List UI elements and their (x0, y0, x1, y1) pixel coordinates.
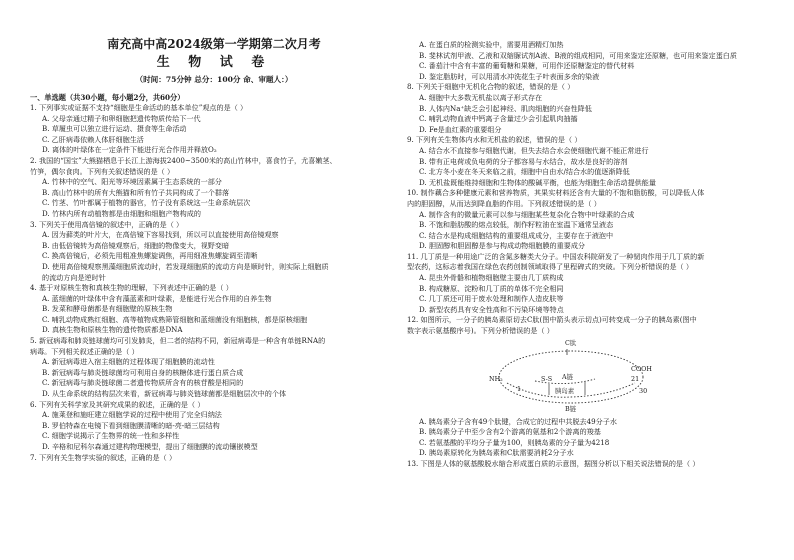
insulin-diagram (467, 339, 667, 415)
c-peptide-label: C肽 (565, 338, 577, 347)
answer-option: D. 辛格和尼科尔森通过建构物理模型，提出了细胞膜的流动镶嵌模型 (42, 442, 258, 451)
answer-option: D. 竹林内所有动植物都是由细胞和细胞产物构成的 (42, 208, 201, 218)
answer-option: C. 哺乳动物成熟红细胞、高等植物成熟筛管细胞和蓝细菌没有细胞核，都是原核细胞 (42, 314, 308, 324)
answer-option: B. 构成糖原、淀粉和几丁质的单体不完全相同 (419, 283, 564, 293)
question-stem: 内的胆固醇，从而达到降血脂的作用。下列叙述错误的是（ ） (407, 198, 601, 208)
question-stem: 10. 制作藕合多种健康元素和营养物质，其果实材料还含有大量的不饱和脂肪酸，可以降低人体 (407, 188, 705, 198)
answer-option: B. 不饱和脂肪酸的熔点较低，制作籽粒油在室温下通常呈液态 (419, 220, 614, 230)
question-stem: 数字表示氨基酸序号)。下列分析错误的是（ ） (407, 326, 554, 336)
num-30-label: 30 (639, 386, 648, 395)
question-stem: 病毒。下列相关叙述正确的是（ ） (30, 346, 139, 356)
answer-option: A. 胰岛素分子含有49个肽键，合成它的过程中共脱去49分子水 (419, 416, 617, 426)
answer-option: A. 在蛋白质的检测实验中，需要用酒精灯加热 (419, 40, 564, 49)
question-stem: 3. 下列关于使用高倍镜的叙述中，正确的是（ ） (30, 219, 184, 229)
question-3 (30, 220, 398, 284)
question-3 (407, 135, 777, 188)
question-stem: 1. 下列事实或证据不支持“细胞是生命活动的基本单位”观点的是（ ） (30, 103, 248, 112)
answer-option: B. 高山竹林中的所有大熊猫和所有竹子共同构成了一个群落 (42, 187, 230, 197)
answer-option: A. 施莱登和施旺建立细胞学说的过程中使用了完全归纳法 (42, 410, 222, 420)
question-4 (407, 188, 777, 252)
exam-meta: （时间：75分钟 总分：100分 命、审题人：） (135, 75, 293, 84)
answer-option: C. 细胞学说揭示了生物界的统一性和多样性 (42, 431, 180, 441)
answer-option: A. 竹林中的空气、阳光等环境因素属于生态系统的一部分 (42, 177, 222, 187)
question-stem: 12. 如图所示，一分子的胰岛素原切去C肽(图中箭头表示切点)可转变成一分子的胰岛素(图中 (407, 315, 697, 325)
question-6 (407, 315, 777, 459)
answer-option: D. 从生命系统的结构层次来看，新冠病毒与肺炎链球菌都是细胞层次中的个体 (42, 389, 287, 399)
ss-label: S-S (541, 374, 553, 383)
answer-option: B. 人体内Na⁺缺乏会引起神经、肌肉细胞的兴奋性降低 (419, 103, 592, 113)
answer-option: D. 鉴定脂肪时，可以用清水冲洗花生子叶表面多余的染液 (419, 71, 600, 81)
answer-option: D. 真核生物和原核生物的遗传物质都是DNA (42, 325, 183, 335)
answer-option: 的流动方向是逆时针 (42, 272, 106, 282)
answer-option: A. 因为藓类的叶片大，在高倍镜下容易找到，所以可以直接使用高倍镜观察 (42, 230, 279, 240)
question-stem: 竹笋，偶尔食肉。下列有关叙述错误的是（ ） (30, 166, 175, 176)
question-stem: 2. 我国的“国宝”大熊猫栖息于长江上游海拔2400~3500米的高山竹林中，喜食竹子，尤喜嫩茎、 (30, 155, 337, 165)
answer-option: C. 乙肝病毒依赖人体肝细胞生活 (42, 134, 144, 144)
answer-option: D. 离体的叶绿体在一定条件下能进行光合作用并释放O₂ (42, 145, 217, 155)
answer-option: C. 哺乳动物血液中钙离子含量过少会引起肌肉抽搐 (419, 114, 578, 124)
question-stem: 6. 下列有关科学家及其研究成果的叙述，正确的是（ ） (30, 399, 205, 409)
answer-option: D. 无机盐既能维持细胞和生物体的酸碱平衡，也能为细胞生命活动提供能量 (419, 177, 656, 187)
question-stem: 型农药，这标志着我国在绿色农药创制领域取得了里程碑式的突破。下列分析错误的是（ ） (407, 262, 694, 272)
question-2 (30, 156, 398, 220)
question-stem: 4. 基于对原核生物和真核生物的理解，下列表述中正确的是（ ） (30, 283, 233, 293)
num-1-label: 1 (517, 384, 522, 393)
right-column (407, 40, 777, 470)
answer-option: A. 昆虫外骨骼和植物细胞壁主要由几丁质构成 (419, 273, 564, 283)
left-question-list (30, 103, 398, 463)
answer-option: A. 蓝细菌的叶绿体中含有藻蓝素和叶绿素，是能进行光合作用的自养生物 (42, 293, 272, 303)
a-chain-label: A链 (562, 372, 574, 381)
answer-option: C. 换高倍镜后，必须先用粗准焦螺旋调焦，再用细准焦螺旋调至清晰 (42, 251, 258, 261)
answer-option: B. 胰岛素分子中至少含有2个游离的氨基和2个游离的羧基 (419, 427, 601, 437)
question-1 (407, 40, 777, 82)
question-7 (30, 453, 398, 464)
question-stem: 7. 下列有关生物学实验的叙述，正确的是（ ） (30, 452, 177, 462)
answer-option: C. 番茄汁中含有丰富的葡萄糖和果糖，可用作还原糖鉴定的替代材料 (419, 61, 635, 71)
answer-option: B. 草履虫可以独立进行运动、摄食等生命活动 (42, 124, 187, 134)
answer-option: D. 新型农药具有安全性高和不污染环境等特点 (419, 304, 564, 314)
question-4 (30, 283, 398, 336)
question-6 (30, 400, 398, 453)
answer-option: B. 发菜和酵母菌都是有细胞壁的原核生物 (42, 304, 173, 314)
right-question-list (407, 40, 777, 470)
answer-option: D. 使用高倍镜观察黑藻细胞质流动时，若发现细胞质的流动方向是顺时针，则实际上细胞质 (42, 261, 329, 271)
answer-option: B. 带有正电荷或负电荷的分子都容易与水结合，故水是良好的溶剂 (419, 156, 628, 166)
cooh-label: COOH (631, 364, 652, 373)
question-1 (30, 103, 398, 156)
answer-option: A. 制作含有的微量元素可以参与细胞某些复杂化合物中叶绿素的合成 (419, 209, 635, 219)
answer-option: B. 新冠病毒与肺炎链球菌均可利用自身的核糖体进行蛋白质合成 (42, 367, 244, 377)
exam-subject: 生 物 试 卷 (156, 55, 272, 70)
answer-option: A. 父母亲通过精子和卵细胞把遗传物质传给下一代 (42, 113, 201, 123)
b-chain-label: B链 (565, 404, 577, 413)
answer-option: A. 结合水不直接参与细胞代谢，但失去结合水会使细胞代谢不能正常进行 (419, 145, 649, 155)
question-stem: 13. 下图是人体的氨基酸脱水缩合形成蛋白质的示意图，据图分析以下相关说法错误的是（ ） (407, 459, 700, 468)
answer-option: C. 北方冬小麦在冬天来临之前，细胞中自由水/结合水的值逐渐降低 (419, 167, 630, 177)
question-stem: 8. 下列关于细胞中无机化合物的叙述，错误的是（ ） (407, 82, 575, 92)
answer-option: D. 胰岛素原转化为胰岛素和C肽需要消耗2分子水 (419, 448, 574, 458)
answer-option: B. 罗伯特森在电镜下看到细胞膜清晰的暗-亮-暗三层结构 (42, 420, 220, 430)
question-5 (407, 252, 777, 316)
exam-title: 南充高中高2024级第一学期第二次月考 (107, 37, 321, 51)
answer-option: B. 斐林试剂甲液、乙液和双缩脲试剂A液、B液的组成相同，可用来鉴定还原糖，也可用来鉴定蛋白质 (419, 50, 737, 60)
answer-option: C. 新冠病毒与肺炎链球菌二者遗传物质所含有的核苷酸是相同的 (42, 378, 244, 388)
answer-option: C. 若氨基酸的平均分子量为100，则胰岛素的分子量为4218 (419, 437, 610, 447)
nh2-label: NH₂ (489, 374, 503, 383)
num-21-label: 21 (631, 374, 640, 383)
question-stem: 9. 下列有关生物体内水和无机盐的叙述，错误的是（ ） (407, 135, 582, 145)
answer-option: A. 细胞中大多数无机盐以离子形式存在 (419, 92, 543, 102)
answer-option: C. 结合水是构成细胞结构的重要组成成分，主要存在于液泡中 (419, 230, 614, 240)
question-5 (30, 336, 398, 400)
answer-option: D. 胆固醇和胆固醇是参与构成动物细胞膜的重要成分 (419, 241, 586, 251)
answer-option: A. 新冠病毒进入宿主细胞的过程体现了细胞膜的流动性 (42, 357, 215, 367)
question-2 (407, 82, 777, 135)
insulin-label: 胰岛素 (555, 386, 575, 395)
question-stem: 11. 几丁质是一种用途广泛的含氮多糖类大分子。中国农科院研发了一种韧肉作用于几丁质的新 (407, 251, 705, 261)
answer-option: B. 由低倍镜转为高倍镜观察后，细胞的物像变大，视野变暗 (42, 240, 230, 250)
left-column (30, 36, 398, 463)
section-heading: 一、单选题（共30小题，每小题2分，共60分） (30, 93, 185, 102)
answer-option: D. Fe是血红素的重要组分 (419, 124, 502, 134)
answer-option: C. 几丁质还可用于废水处理和制作人造皮肤等 (419, 294, 564, 304)
question-7 (407, 459, 777, 470)
question-stem: 5. 新冠病毒和肺炎链球菌均可引发肺炎，但二者的结构不同，新冠病毒是一种含有单链RNA的 (30, 336, 326, 346)
answer-option: C. 竹茎、竹叶都属于植物的器官，竹子没有系统这一生命系统层次 (42, 198, 251, 208)
